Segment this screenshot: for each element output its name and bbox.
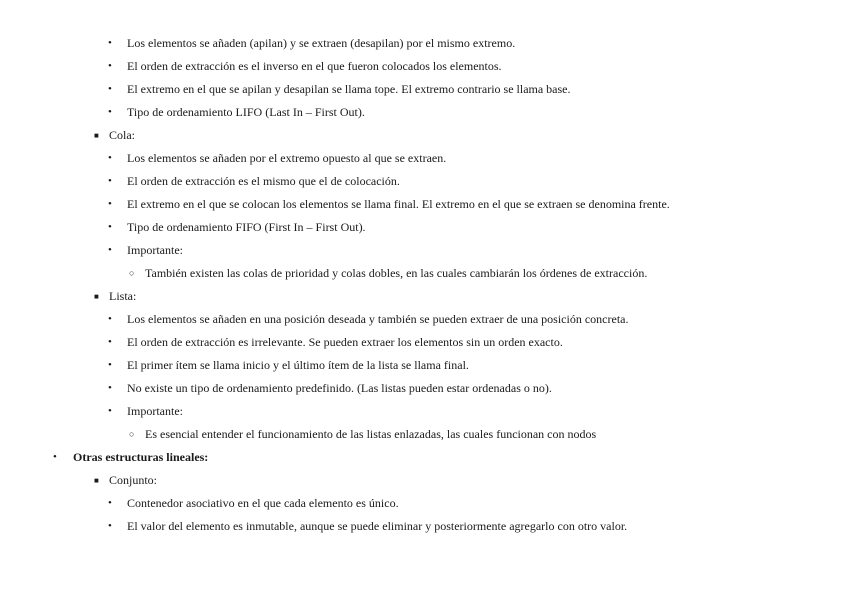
section-heading-conjunto xyxy=(0,469,848,492)
list-item xyxy=(0,308,848,331)
note-text: También existen las colas de prioridad y colas dobles, en las cuales cambiarán los órdenes de extracción. xyxy=(145,266,648,280)
section-heading-text: Otras estructuras lineales: xyxy=(73,450,209,464)
note-item xyxy=(0,423,848,446)
bullet-marker: • xyxy=(108,313,112,325)
list-item-text: Los elementos se añaden en una posición deseada y también se pueden extraer de una posición concreta. xyxy=(127,312,629,326)
section-heading-otras xyxy=(0,446,848,469)
list-item xyxy=(0,239,848,262)
document-page xyxy=(0,32,848,538)
list-item-text: Tipo de ordenamiento LIFO (Last In – First Out). xyxy=(127,105,365,119)
list-item xyxy=(0,492,848,515)
list-item-text: Tipo de ordenamiento FIFO (First In – First Out). xyxy=(127,220,366,234)
bullet-marker: • xyxy=(108,336,112,348)
list-item xyxy=(0,55,848,78)
bullet-marker: • xyxy=(108,152,112,164)
list-item-text: El primer ítem se llama inicio y el último ítem de la lista se llama final. xyxy=(127,358,469,372)
bullet-marker: • xyxy=(108,497,112,509)
bullet-marker: • xyxy=(108,198,112,210)
list-item-text: El orden de extracción es irrelevante. Se pueden extraer los elementos sin un orden exacto. xyxy=(127,335,563,349)
list-item-text: Contenedor asociativo en el que cada elemento es único. xyxy=(127,496,399,510)
section-heading-text: Lista: xyxy=(109,289,137,303)
list-item xyxy=(0,515,848,538)
list-item-text: No existe un tipo de ordenamiento predefinido. (Las listas pueden estar ordenadas o no). xyxy=(127,381,552,395)
list-item-text: El orden de extracción es el mismo que el de colocación. xyxy=(127,174,400,188)
bullet-marker: • xyxy=(108,359,112,371)
square-bullet-marker: ■ xyxy=(94,292,99,301)
square-bullet-marker: ■ xyxy=(94,476,99,485)
circle-bullet-marker: ○ xyxy=(129,268,135,278)
list-item-text: Los elementos se añaden (apilan) y se extraen (desapilan) por el mismo extremo. xyxy=(127,36,516,50)
note-item xyxy=(0,262,848,285)
bullet-marker: • xyxy=(108,37,112,49)
bullet-marker: • xyxy=(108,221,112,233)
list-item-text: Importante: xyxy=(127,243,183,257)
bullet-marker: • xyxy=(53,451,57,463)
list-item-text: El valor del elemento es inmutable, aunque se puede eliminar y posteriormente agregarlo con otro valor. xyxy=(127,519,628,533)
list-item xyxy=(0,170,848,193)
list-item xyxy=(0,377,848,400)
section-heading-cola xyxy=(0,124,848,147)
section-heading-lista xyxy=(0,285,848,308)
bullet-marker: • xyxy=(108,175,112,187)
list-item xyxy=(0,216,848,239)
list-item xyxy=(0,193,848,216)
section-heading-text: Cola: xyxy=(109,128,135,142)
list-item-text: El extremo en el que se colocan los elementos se llama final. El extremo en el que se extraen se denomina frente. xyxy=(127,197,670,211)
square-bullet-marker: ■ xyxy=(94,131,99,140)
list-item xyxy=(0,32,848,55)
list-item-text: El extremo en el que se apilan y desapilan se llama tope. El extremo contrario se llama base. xyxy=(127,82,571,96)
list-item xyxy=(0,101,848,124)
section-heading-text: Conjunto: xyxy=(109,473,158,487)
bullet-marker: • xyxy=(108,520,112,532)
list-item xyxy=(0,78,848,101)
bullet-marker: • xyxy=(108,106,112,118)
bullet-marker: • xyxy=(108,244,112,256)
list-item xyxy=(0,400,848,423)
bullet-marker: • xyxy=(108,382,112,394)
list-item-text: Importante: xyxy=(127,404,183,418)
list-item xyxy=(0,331,848,354)
bullet-marker: • xyxy=(108,83,112,95)
circle-bullet-marker: ○ xyxy=(129,429,135,439)
bullet-marker: • xyxy=(108,405,112,417)
list-item-text: Los elementos se añaden por el extremo opuesto al que se extraen. xyxy=(127,151,447,165)
note-text: Es esencial entender el funcionamiento de las listas enlazadas, las cuales funcionan con nodos xyxy=(145,427,597,441)
list-item xyxy=(0,147,848,170)
bullet-marker: • xyxy=(108,60,112,72)
list-item-text: El orden de extracción es el inverso en el que fueron colocados los elementos. xyxy=(127,59,502,73)
list-item xyxy=(0,354,848,377)
